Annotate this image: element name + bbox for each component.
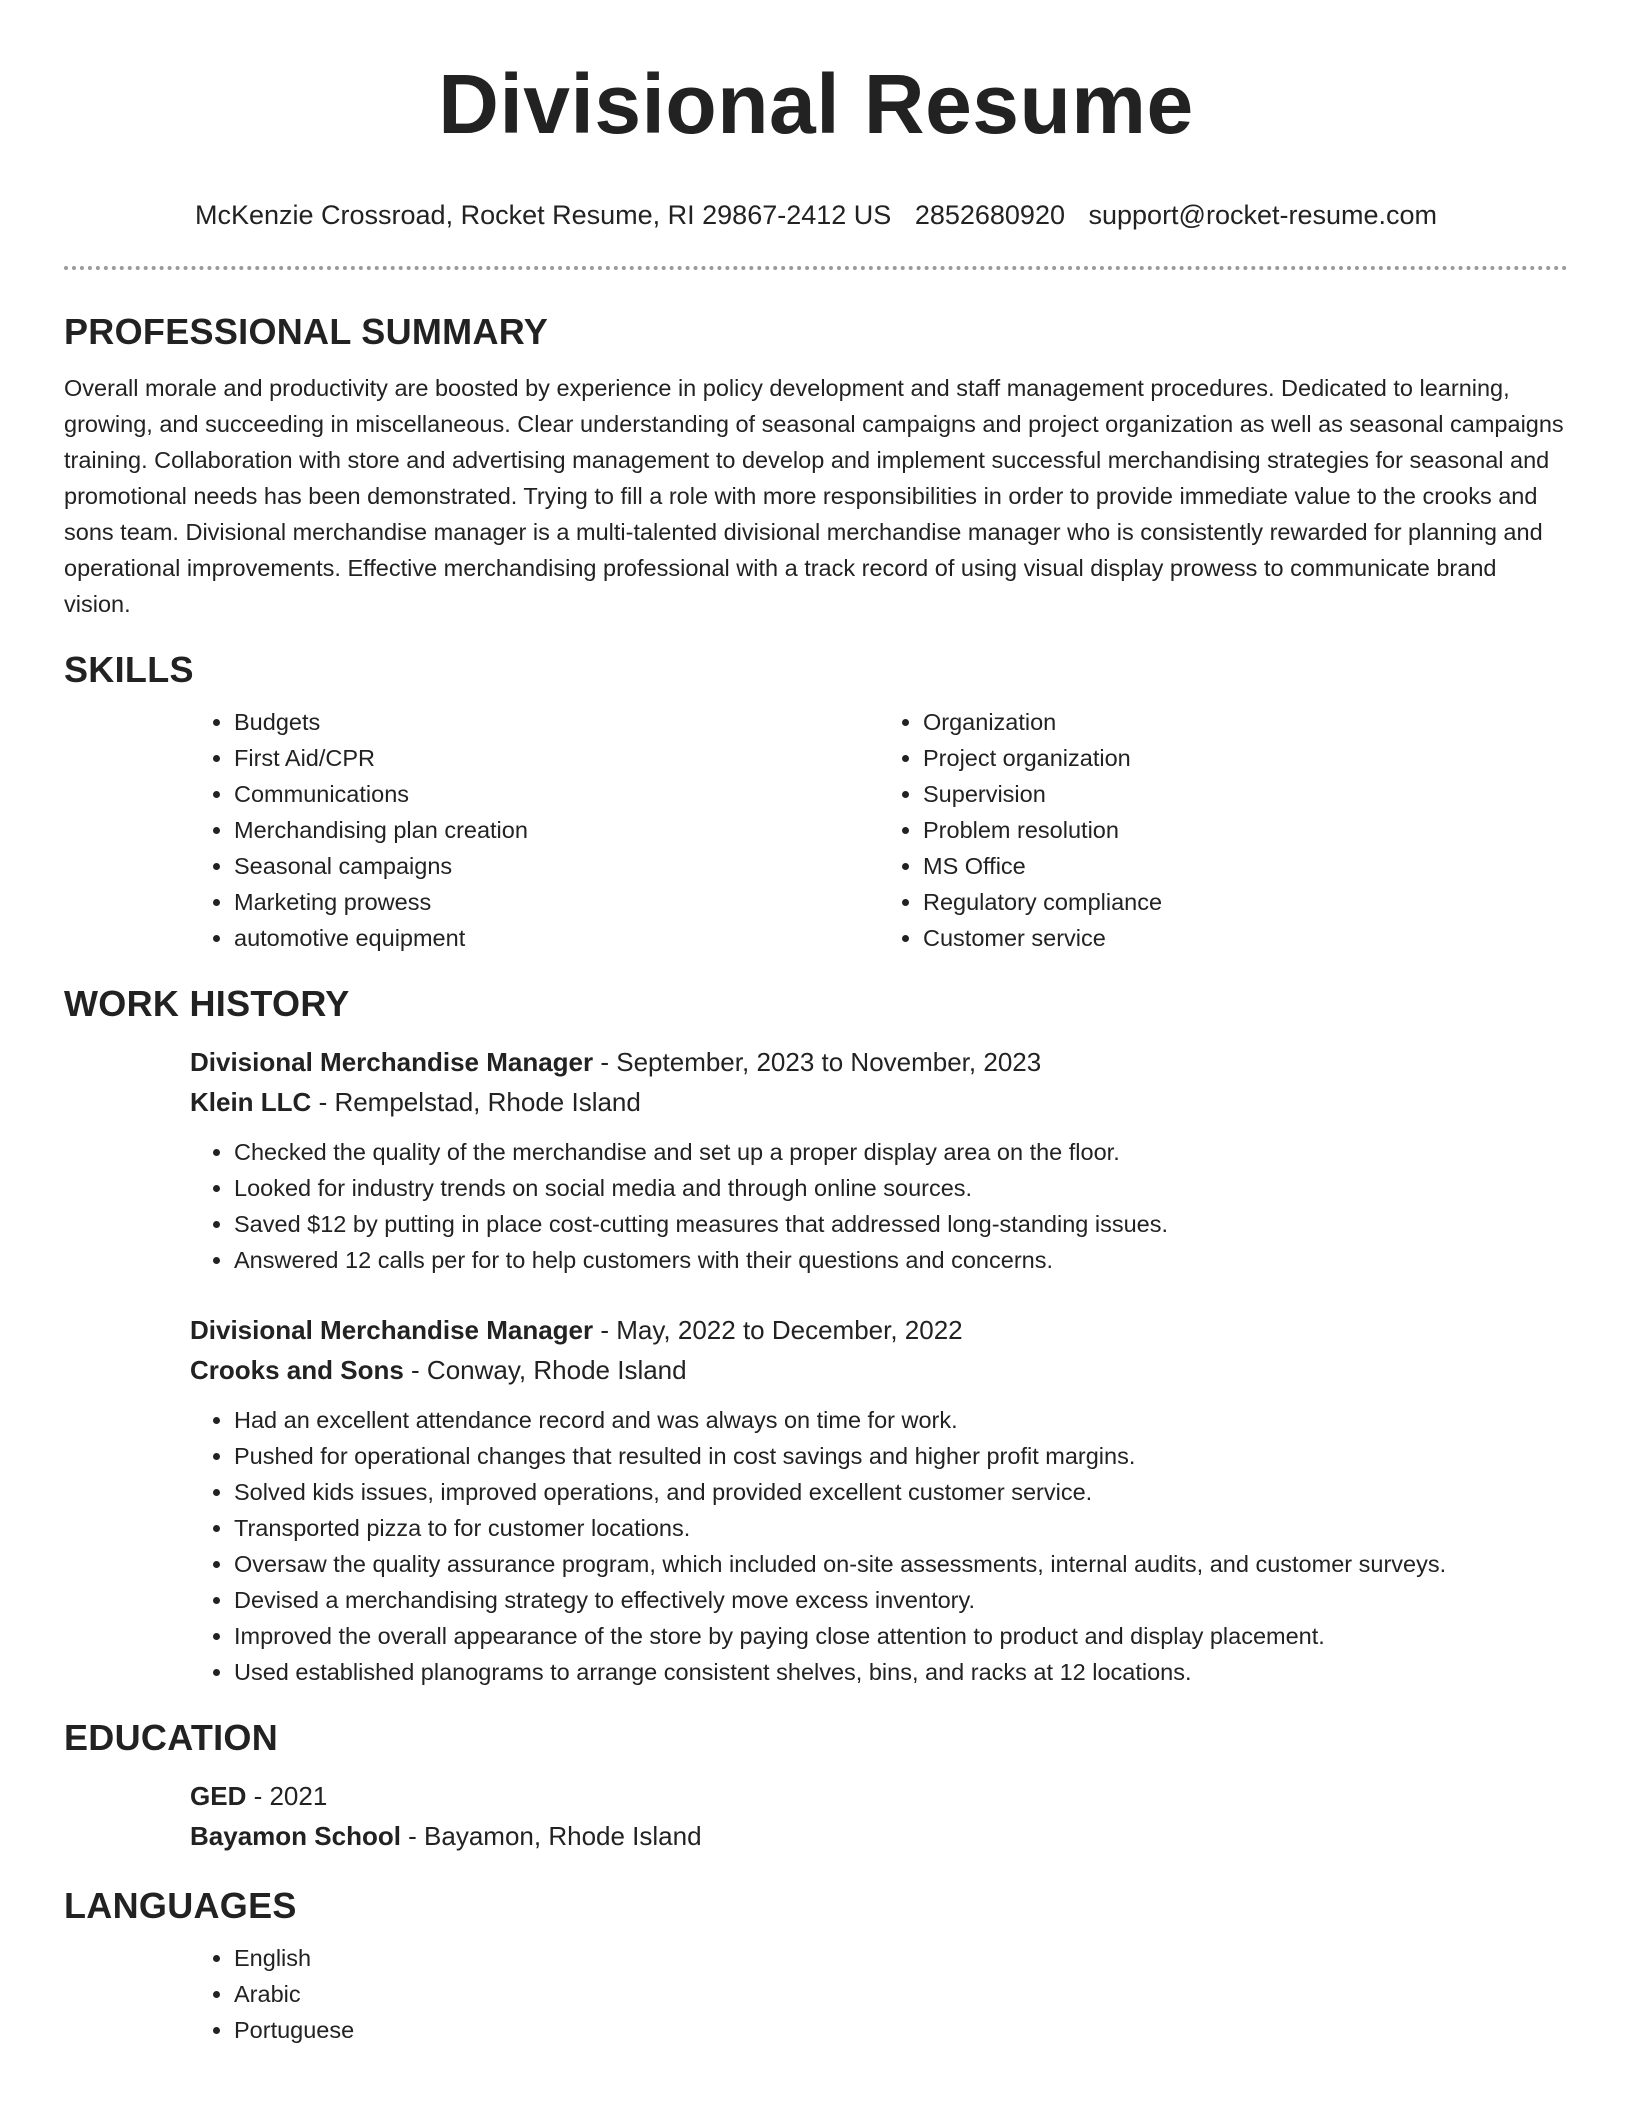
- skill-item: • Budgets: [234, 704, 879, 740]
- education-location: - Bayamon, Rhode Island: [400, 1821, 702, 1851]
- header-divider: [64, 266, 1568, 270]
- job-company-line: [190, 1350, 1568, 1390]
- job-title: Divisional Merchandise Manager: [190, 1047, 594, 1077]
- job-location: - Rempelstad, Rhode Island: [311, 1087, 641, 1117]
- skill-item: • Seasonal campaigns: [234, 848, 879, 884]
- skill-item: • Customer service: [923, 920, 1568, 956]
- skill-item: • Merchandising plan creation: [234, 812, 879, 848]
- job-title-line: [190, 1042, 1568, 1082]
- education-degree: GED: [190, 1781, 247, 1811]
- job-bullet: • Checked the quality of the merchandise and set up a proper display area on the floor.: [234, 1134, 1568, 1170]
- education-year: - 2021: [246, 1781, 328, 1811]
- phone: 2852680920: [914, 200, 1065, 230]
- job-company: Crooks and Sons: [190, 1355, 404, 1385]
- skill-item: • Marketing prowess: [234, 884, 879, 920]
- skills-heading: SKILLS: [64, 649, 194, 690]
- job-bullet: • Improved the overall appearance of the store by paying close attention to product and display placement.: [234, 1618, 1568, 1654]
- job-bullet: • Devised a merchandising strategy to effectively move excess inventory.: [234, 1582, 1568, 1618]
- job-bullets: [190, 1402, 1568, 1690]
- skills-list: [190, 704, 1568, 956]
- job-bullet: • Transported pizza to for customer locations.: [234, 1510, 1568, 1546]
- job-bullet: • Looked for industry trends on social media and through online sources.: [234, 1170, 1568, 1206]
- job-dates: - September, 2023 to November, 2023: [593, 1047, 1042, 1077]
- skill-item: • First Aid/CPR: [234, 740, 879, 776]
- job-bullets: [190, 1134, 1568, 1278]
- skill-item: • Organization: [923, 704, 1568, 740]
- job-bullet: • Had an excellent attendance record and was always on time for work.: [234, 1402, 1568, 1438]
- education-degree-line: [190, 1776, 1568, 1816]
- resume-title: Divisional Resume: [438, 57, 1194, 151]
- job-bullet: • Solved kids issues, improved operations, and provided excellent customer service.: [234, 1474, 1568, 1510]
- job-bullet: • Pushed for operational changes that resulted in cost savings and higher profit margins.: [234, 1438, 1568, 1474]
- skill-item: • Supervision: [923, 776, 1568, 812]
- skill-item: • Project organization: [923, 740, 1568, 776]
- skill-item: • Problem resolution: [923, 812, 1568, 848]
- job-company-line: [190, 1082, 1568, 1122]
- job-entry: [190, 1310, 1568, 1390]
- job-location: - Conway, Rhode Island: [403, 1355, 687, 1385]
- contact-line: [64, 198, 1568, 232]
- job-bullet: • Saved $12 by putting in place cost-cutting measures that addressed long-standing issues.: [234, 1206, 1568, 1242]
- job-bullet: • Answered 12 calls per for to help customers with their questions and concerns.: [234, 1242, 1568, 1278]
- skill-item: • Regulatory compliance: [923, 884, 1568, 920]
- skill-item: • Communications: [234, 776, 879, 812]
- skill-item: • MS Office: [923, 848, 1568, 884]
- job-company: Klein LLC: [190, 1087, 312, 1117]
- summary-heading: PROFESSIONAL SUMMARY: [64, 311, 549, 352]
- language-item: • Portuguese: [234, 2012, 1568, 2048]
- address: McKenzie Crossroad, Rocket Resume, RI 29867-2412 US: [194, 200, 892, 230]
- education-entry: [190, 1776, 1568, 1856]
- job-bullet: • Used established planograms to arrange consistent shelves, bins, and racks at 12 locations.: [234, 1654, 1568, 1690]
- skill-item: • automotive equipment: [234, 920, 879, 956]
- languages-list: [190, 1940, 1568, 2048]
- education-school: Bayamon School: [190, 1821, 401, 1851]
- job-entry: [190, 1042, 1568, 1122]
- job-bullet: • Oversaw the quality assurance program, which included on-site assessments, internal audits, and customer surveys.: [234, 1546, 1568, 1582]
- skills-column-right: [879, 704, 1568, 956]
- languages-heading: LANGUAGES: [64, 1885, 297, 1926]
- work-heading: WORK HISTORY: [64, 983, 350, 1024]
- language-item: • Arabic: [234, 1976, 1568, 2012]
- job-title: Divisional Merchandise Manager: [190, 1315, 594, 1345]
- skills-column-left: [190, 704, 879, 956]
- language-item: • English: [234, 1940, 1568, 1976]
- education-heading: EDUCATION: [64, 1717, 279, 1758]
- job-dates: - May, 2022 to December, 2022: [593, 1315, 963, 1345]
- summary-text: Overall morale and productivity are boosted by experience in policy development and staff management procedures. Dedicated to learning, growing, and succeeding in miscellaneous. Clear understanding of seasonal campaigns and project organization as well as seasonal campaigns training. Collaboration with store and advertising management to develop and implement successful merchandising strategies for seasonal and promotional needs has been demonstrated. Trying to fill a role with more responsibilities in order to provide immediate value to the crooks and sons team. Divisional merchandise manager is a multi-talented divisional merchandise manager who is consistently rewarded for planning and operational improvements. Effective merchandising professional with a track record of using visual display prowess to communicate brand vision.: [64, 375, 1564, 617]
- education-school-line: [190, 1816, 1568, 1856]
- job-title-line: [190, 1310, 1568, 1350]
- email: support@rocket-resume.com: [1088, 200, 1438, 230]
